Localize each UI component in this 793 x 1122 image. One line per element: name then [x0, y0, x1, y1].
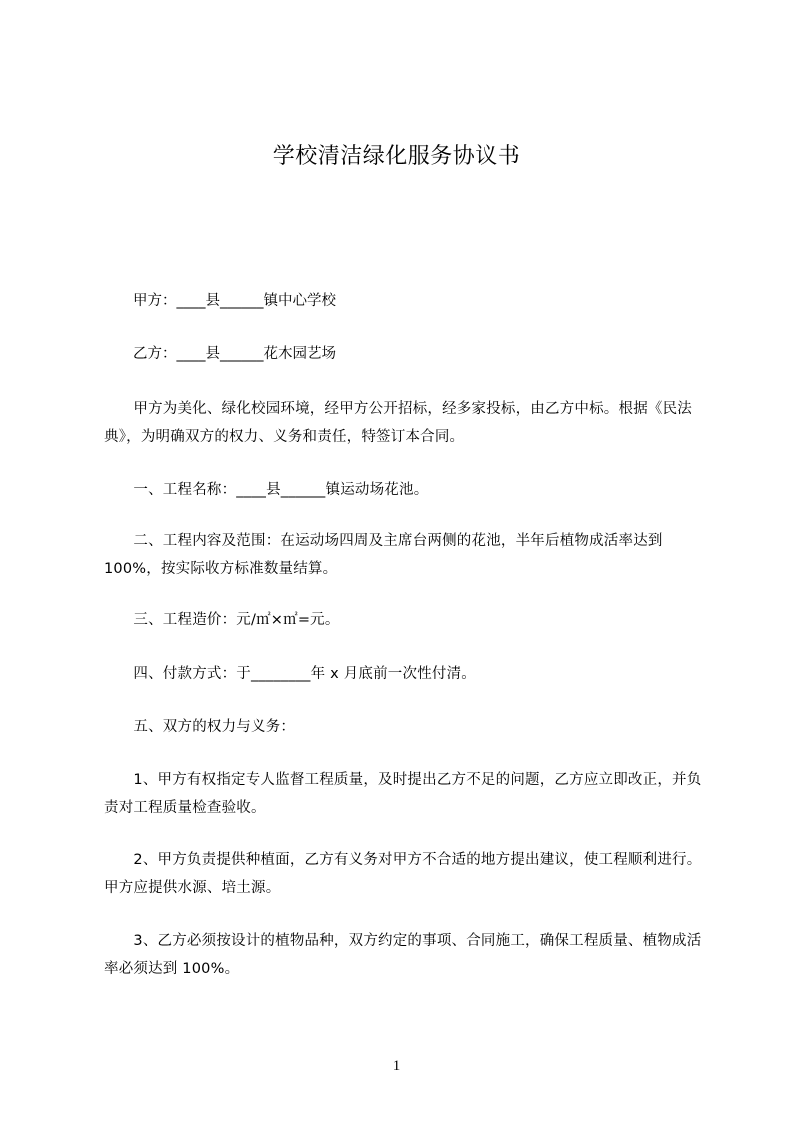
- obligation-item-2: 2、甲方负责提供种植面，乙方有义务对甲方不合适的地方提出建议，使工程顺利进行。甲方应提供水源、培土源。: [104, 852, 702, 896]
- preamble-paragraph: 甲方为美化、绿化校园环境，经甲方公开招标，经多家投标，由乙方中标。根据《民法典》，为明确双方的权力、义务和责任，特签订本合同。: [104, 401, 692, 445]
- document-title: 学校清洁绿化服务协议书: [272, 144, 521, 169]
- page-number: 1: [392, 1058, 401, 1074]
- obligation-item-3: 3、乙方必须按设计的植物品种，双方约定的事项、合同施工，确保工程质量、植物成活率必须达到 100%。: [104, 933, 702, 977]
- obligation-item-1: 1、甲方有权指定专人监督工程质量，及时提出乙方不足的问题，乙方应立即改正，并负责对工程质量检查验收。: [104, 772, 702, 816]
- clause-payment-method: 四、付款方式：于________年 x 月底前一次性付清。: [104, 666, 476, 682]
- party-b-line: 乙方：____县______花木园艺场: [104, 346, 336, 362]
- clause-project-cost: 三、工程造价：元/㎡×㎡=元。: [104, 612, 340, 628]
- party-a-line: 甲方：____县______镇中心学校: [104, 293, 336, 309]
- clause-project-scope: 二、工程内容及范围：在运动场四周及主席台两侧的花池，半年后植物成活率达到 100%，按实际收方标准数量结算。: [104, 533, 663, 577]
- clause-rights-obligations: 五、双方的权力与义务：: [104, 719, 296, 735]
- clause-project-name: 一、工程名称：____县______镇运动场花池。: [104, 482, 429, 498]
